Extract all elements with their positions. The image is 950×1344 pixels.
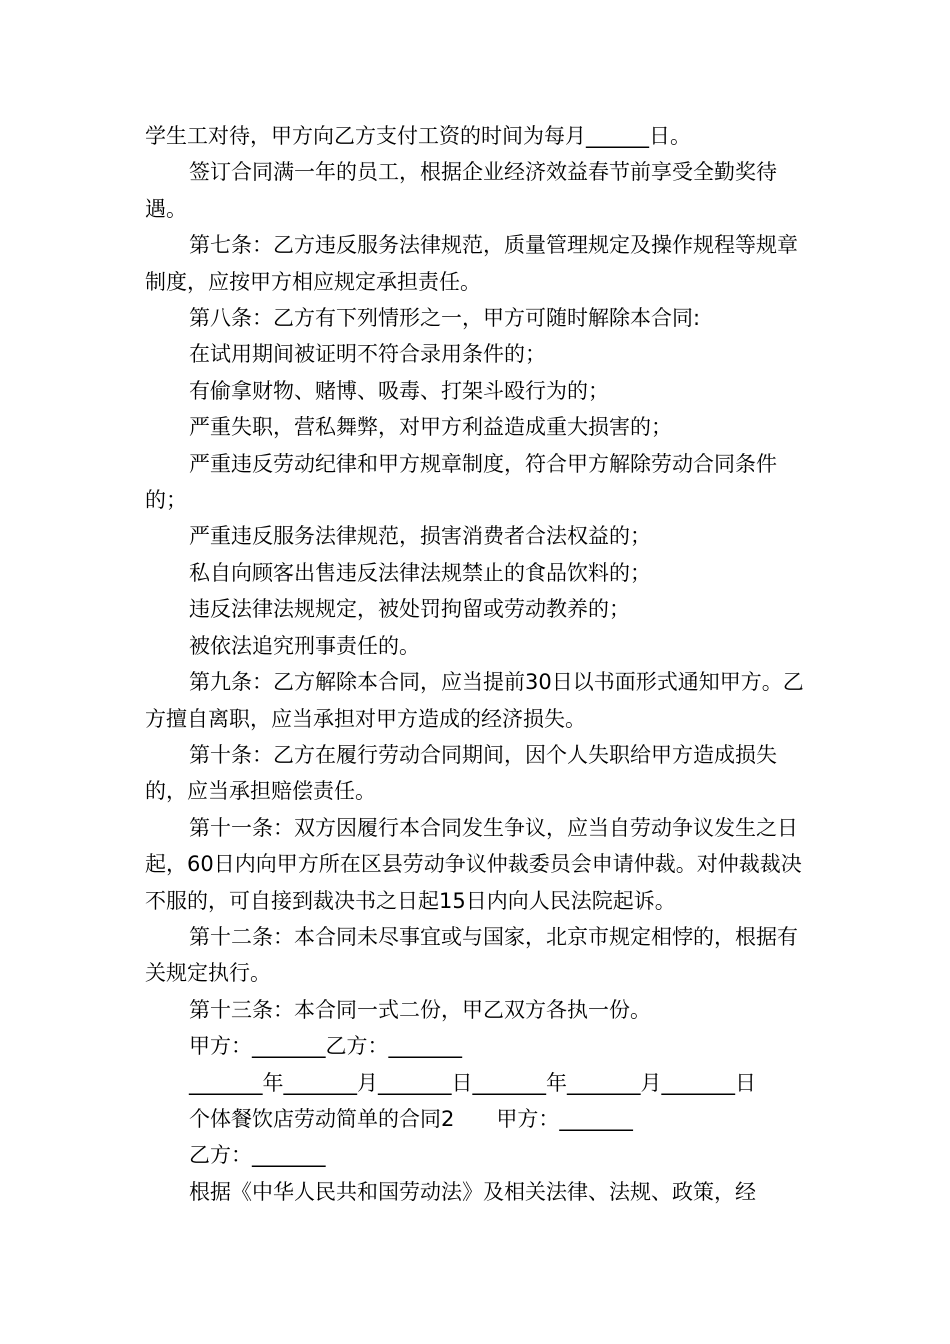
signature-parties: 甲方：_______乙方：_______ — [189, 1034, 462, 1059]
paragraph-article-7: 第七条：乙方违反服务法律规范，质量管理规定及操作规程等规章制度，应按甲方相应规定承担责任。 — [145, 233, 798, 294]
list-item-consumer-rights: 严重违反服务法律规范，损害消费者合法权益的； — [189, 524, 651, 549]
list-item-prohibited-food: 私自向顾客出售违反法律法规禁止的食品饮料的； — [189, 560, 651, 585]
paragraph-article-8: 第八条：乙方有下列情形之一，甲方可随时解除本合同: — [189, 306, 701, 331]
paragraph-article-10: 第十条：乙方在履行劳动合同期间，因个人失职给甲方造成损失的，应当承担赔偿责任。 — [145, 742, 777, 804]
paragraph-article-11: 第十一条：双方因履行本合同发生争议，应当自劳动争议发生之日起，60日内向甲方所在区县劳动争议仲裁委员会申请仲裁。对仲裁裁决不服的，可自接到裁决书之日起15日内向人民法院起诉。 — [145, 815, 802, 913]
document-body — [145, 118, 809, 1210]
list-item-theft: 有偷拿财物、赌博、吸毒、打架斗殴行为的； — [189, 378, 609, 403]
list-item-detention: 违反法律法规规定，被处罚拘留或劳动教养的； — [189, 597, 630, 622]
paragraph-article-12: 第十二条：本合同未尽事宜或与国家，北京市规定相悖的，根据有关规定执行。 — [145, 924, 798, 986]
signature-dates: _______年_______月_______日_______年_______月_______日 — [189, 1070, 756, 1095]
list-item-probation: 在试用期间被证明不符合录用条件的； — [189, 342, 546, 367]
list-item-discipline: 严重违反劳动纪律和甲方规章制度，符合甲方解除劳动合同条件的； — [145, 451, 777, 513]
paragraph-attendance-bonus: 签订合同满一年的员工，根据企业经济效益春节前享受全勤奖待遇。 — [145, 160, 777, 221]
contract-2-party-b: 乙方：_______ — [189, 1143, 326, 1168]
list-item-criminal: 被依法追究刑事责任的。 — [189, 633, 420, 658]
paragraph-article-9: 第九条：乙方解除本合同，应当提前30日以书面形式通知甲方。乙方擅自离职，应当承担对甲方造成的经济损失。 — [145, 670, 804, 731]
contract-2-heading: 个体餐饮店劳动简单的合同2 甲方：_______ — [189, 1106, 633, 1131]
paragraph-article-13: 第十三条：本合同一式二份，甲乙双方各执一份。 — [189, 997, 651, 1022]
paragraph-wage-payment: 学生工对待，甲方向乙方支付工资的时间为每月______日。 — [145, 124, 691, 148]
contract-2-preamble: 根据《中华人民共和国劳动法》及相关法律、法规、政策，经 — [189, 1179, 756, 1204]
list-item-dereliction: 严重失职，营私舞弊，对甲方利益造成重大损害的； — [189, 415, 672, 440]
